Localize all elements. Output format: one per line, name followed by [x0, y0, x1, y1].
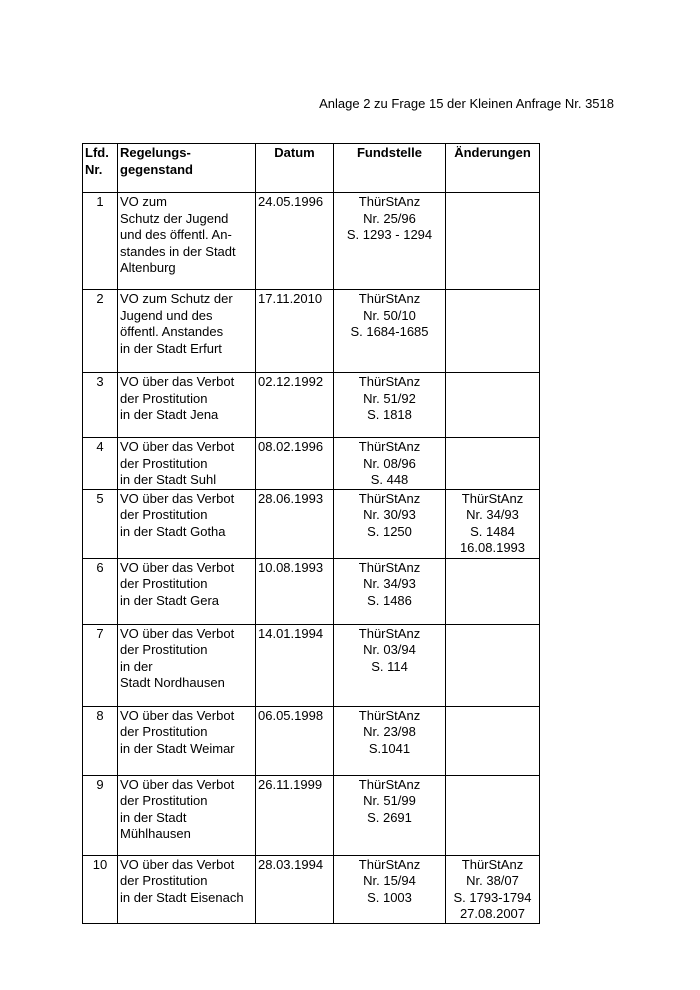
cell-datum-line: 02.12.1992	[258, 374, 324, 389]
cell-nr-line: 3	[96, 374, 104, 389]
header-text: Regelungs-	[120, 145, 191, 160]
header-text: gegenstand	[120, 161, 193, 177]
table-row	[83, 373, 540, 438]
cell-aenderungen	[446, 558, 540, 624]
cell-regelung-line: VO über das Verbot	[120, 374, 235, 389]
cell-nr	[83, 706, 118, 775]
cell-fundstelle-line: ThürStAnz	[358, 776, 421, 792]
cell-fundstelle-line: S. 448	[370, 472, 409, 487]
table-row	[83, 624, 540, 706]
cell-regelung-line: der Prostitution	[120, 390, 208, 406]
table-row	[83, 290, 540, 373]
cell-aenderungen	[446, 624, 540, 706]
cell-regelung-line: der Prostitution	[120, 507, 208, 522]
cell-aenderungen	[446, 775, 540, 855]
table-row	[83, 706, 540, 775]
cell-nr	[83, 373, 118, 438]
cell-datum	[256, 373, 334, 438]
cell-regelung-line: VO über das Verbot	[120, 856, 235, 872]
cell-datum-line: 08.02.1996	[258, 439, 324, 454]
cell-regelung-line: in der Stadt Gotha	[120, 523, 226, 539]
cell-regelung-line: der Prostitution	[120, 724, 208, 739]
cell-regelung-line: Mühlhausen	[120, 826, 191, 841]
cell-nr	[83, 438, 118, 490]
cell-fundstelle-line: S. 2691	[367, 809, 412, 825]
cell-fundstelle-line: Nr. 15/94	[363, 873, 416, 888]
column-header-aenderungen	[446, 144, 540, 193]
cell-fundstelle-line: S. 1293 - 1294	[346, 227, 433, 242]
cell-fundstelle-line: ThürStAnz	[358, 194, 421, 209]
cell-fundstelle-line: ThürStAnz	[358, 559, 421, 575]
cell-regelung-line: der Prostitution	[120, 455, 208, 471]
cell-fundstelle-line: ThürStAnz	[358, 856, 421, 872]
cell-regelung	[118, 438, 256, 490]
cell-regelung-line: der Prostitution	[120, 873, 208, 888]
cell-fundstelle-line: Nr. 51/92	[363, 390, 416, 406]
table-row	[83, 438, 540, 490]
cell-aenderungen	[446, 489, 540, 558]
cell-fundstelle	[334, 558, 446, 624]
table-row	[83, 489, 540, 558]
cell-aenderungen	[446, 290, 540, 373]
cell-regelung-line: der Prostitution	[120, 793, 208, 808]
cell-fundstelle-line: S. 1003	[367, 889, 412, 905]
cell-fundstelle-line: Nr. 50/10	[363, 307, 416, 323]
cell-fundstelle-line: S. 1250	[367, 523, 412, 539]
cell-fundstelle	[334, 438, 446, 490]
cell-regelung-line: standes in der Stadt	[120, 243, 236, 259]
cell-nr	[83, 193, 118, 290]
cell-fundstelle-line: Nr. 03/94	[363, 642, 416, 657]
cell-fundstelle-line: Nr. 34/93	[363, 576, 416, 591]
cell-regelung-line: in der Stadt Erfurt	[120, 340, 222, 356]
cell-regelung	[118, 558, 256, 624]
table-body	[83, 193, 540, 924]
cell-fundstelle-line: Nr. 30/93	[363, 507, 416, 522]
cell-fundstelle	[334, 624, 446, 706]
cell-regelung-line: in der Stadt Eisenach	[120, 889, 244, 905]
table-header-row	[83, 144, 540, 193]
cell-datum-line: 17.11.2010	[258, 291, 323, 306]
cell-datum-line: 26.11.1999	[258, 776, 323, 792]
cell-nr	[83, 624, 118, 706]
cell-fundstelle-line: ThürStAnz	[358, 374, 421, 389]
cell-nr-line: 4	[96, 439, 104, 454]
cell-datum-line: 28.03.1994	[258, 856, 324, 872]
cell-nr-line: 2	[96, 291, 104, 306]
cell-fundstelle-line: Nr. 25/96	[363, 210, 416, 226]
cell-regelung-line: VO zum Schutz der	[120, 291, 233, 306]
cell-fundstelle	[334, 290, 446, 373]
cell-regelung-line: Schutz der Jugend	[120, 210, 229, 226]
cell-fundstelle-line: S. 1684-1685	[350, 324, 429, 339]
cell-aenderungen-line: S. 1793-1794	[453, 889, 532, 905]
cell-fundstelle	[334, 855, 446, 923]
cell-fundstelle-line: S. 114	[371, 658, 408, 674]
cell-regelung-line: in der Stadt Weimar	[120, 740, 235, 756]
cell-nr-line: 9	[96, 776, 104, 792]
cell-fundstelle-line: Nr. 08/96	[363, 455, 416, 471]
cell-datum-line: 24.05.1996	[258, 194, 324, 209]
cell-regelung	[118, 624, 256, 706]
cell-fundstelle	[334, 706, 446, 775]
cell-aenderungen-line: ThürStAnz	[461, 856, 524, 872]
cell-regelung	[118, 489, 256, 558]
cell-regelung-line: VO über das Verbot	[120, 490, 235, 506]
cell-nr-line: 7	[96, 625, 104, 641]
cell-regelung-line: VO über das Verbot	[120, 707, 235, 723]
table-row	[83, 775, 540, 855]
cell-datum	[256, 558, 334, 624]
cell-nr-line: 8	[96, 707, 104, 723]
cell-datum-line: 28.06.1993	[258, 490, 324, 506]
page-title: Anlage 2 zu Frage 15 der Kleinen Anfrage Nr. 3518	[319, 96, 614, 111]
cell-fundstelle	[334, 373, 446, 438]
cell-nr-line: 6	[96, 559, 104, 575]
cell-regelung-line: VO über das Verbot	[120, 776, 235, 792]
column-header-fundstelle	[334, 144, 446, 193]
cell-fundstelle-line: S. 1486	[367, 592, 412, 608]
cell-regelung-line: in der Stadt	[120, 809, 187, 825]
header-text: Datum	[274, 145, 315, 160]
cell-aenderungen	[446, 193, 540, 290]
cell-fundstelle-line: ThürStAnz	[358, 707, 421, 723]
cell-nr-line: 10	[92, 856, 108, 872]
cell-aenderungen-line: S. 1484	[470, 523, 515, 539]
cell-regelung	[118, 855, 256, 923]
cell-datum-line: 06.05.1998	[258, 707, 324, 723]
cell-fundstelle-line: ThürStAnz	[358, 490, 421, 506]
cell-regelung-line: öffentl. Anstandes	[120, 324, 224, 339]
cell-fundstelle-line: ThürStAnz	[358, 625, 421, 641]
cell-fundstelle-line: S.1041	[368, 740, 411, 756]
column-header-regelung	[118, 144, 256, 193]
cell-aenderungen	[446, 706, 540, 775]
cell-fundstelle	[334, 489, 446, 558]
header-text: Fundstelle	[356, 145, 422, 160]
cell-regelung	[118, 373, 256, 438]
cell-regelung-line: in der Stadt Gera	[120, 592, 219, 608]
cell-datum	[256, 489, 334, 558]
cell-fundstelle-line: ThürStAnz	[358, 291, 421, 306]
cell-fundstelle-line: Nr. 23/98	[363, 724, 416, 739]
cell-datum	[256, 438, 334, 490]
header-text: Änderungen	[454, 145, 531, 160]
cell-nr	[83, 489, 118, 558]
cell-datum-line: 10.08.1993	[258, 559, 324, 575]
cell-regelung-line: Jugend und des	[120, 307, 213, 323]
cell-regelung-line: der Prostitution	[120, 576, 208, 591]
cell-aenderungen-line: Nr. 34/93	[466, 507, 519, 522]
cell-fundstelle	[334, 775, 446, 855]
regulations-table	[82, 143, 540, 924]
cell-nr	[83, 775, 118, 855]
cell-regelung	[118, 193, 256, 290]
cell-aenderungen	[446, 438, 540, 490]
cell-nr	[83, 290, 118, 373]
cell-regelung-line: VO zum	[120, 194, 167, 209]
cell-regelung-line: in der	[120, 658, 153, 674]
header-text: Nr.	[85, 161, 103, 177]
cell-nr-line: 5	[96, 490, 104, 506]
cell-nr-line: 1	[96, 194, 104, 209]
cell-regelung	[118, 706, 256, 775]
cell-regelung-line: Stadt Nordhausen	[120, 675, 225, 690]
table-row	[83, 558, 540, 624]
cell-datum	[256, 855, 334, 923]
table-row	[83, 855, 540, 923]
cell-datum	[256, 193, 334, 290]
cell-regelung-line: der Prostitution	[120, 642, 208, 657]
cell-regelung-line: in der Stadt Suhl	[120, 472, 217, 487]
cell-aenderungen-line: ThürStAnz	[461, 490, 524, 506]
cell-regelung-line: Altenburg	[120, 260, 176, 275]
cell-fundstelle-line: ThürStAnz	[358, 439, 421, 454]
cell-datum	[256, 706, 334, 775]
cell-datum-line: 14.01.1994	[258, 625, 324, 641]
cell-datum	[256, 290, 334, 373]
cell-aenderungen-line: 16.08.1993	[459, 540, 526, 555]
cell-aenderungen	[446, 855, 540, 923]
cell-regelung	[118, 290, 256, 373]
column-header-datum	[256, 144, 334, 193]
cell-fundstelle-line: Nr. 51/99	[363, 793, 416, 808]
cell-fundstelle	[334, 193, 446, 290]
cell-regelung-line: VO über das Verbot	[120, 625, 235, 641]
cell-regelung	[118, 775, 256, 855]
table-row	[83, 193, 540, 290]
cell-nr	[83, 558, 118, 624]
cell-datum	[256, 775, 334, 855]
cell-regelung-line: VO über das Verbot	[120, 439, 235, 454]
cell-aenderungen-line: 27.08.2007	[459, 906, 526, 921]
cell-aenderungen-line: Nr. 38/07	[466, 873, 519, 888]
header-text: Lfd.	[85, 145, 109, 160]
cell-regelung-line: VO über das Verbot	[120, 559, 235, 575]
cell-datum	[256, 624, 334, 706]
cell-regelung-line: in der Stadt Jena	[120, 407, 219, 422]
cell-nr	[83, 855, 118, 923]
cell-fundstelle-line: S. 1818	[367, 407, 412, 422]
cell-aenderungen	[446, 373, 540, 438]
cell-regelung-line: und des öffentl. An-	[120, 227, 232, 242]
column-header-nr	[83, 144, 118, 193]
